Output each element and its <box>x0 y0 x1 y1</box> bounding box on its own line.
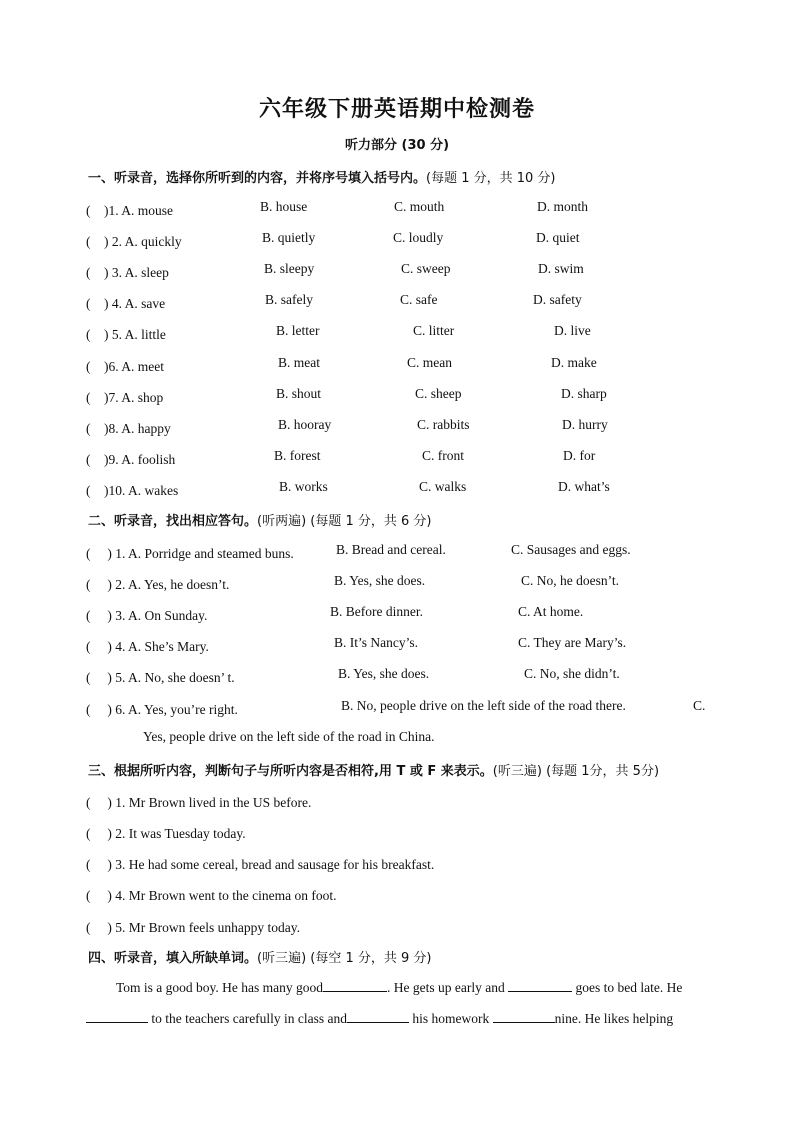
cloze-text-1a: Tom is a good boy. He has many good <box>116 980 324 995</box>
s2-q6-option-c-text: Yes, people drive on the left side of the road in China. <box>143 729 435 744</box>
s1-q3-option-c: C. sweep <box>401 261 451 276</box>
s3-statement-2: ( ) 2. It was Tuesday today. <box>86 826 246 841</box>
s1-q6-option-b: B. meat <box>278 355 320 370</box>
cloze-text-2b: his homework <box>409 1011 493 1026</box>
s1-q8-option-c: C. rabbits <box>417 417 470 432</box>
s2-q6-stem: ( ) 6. A. Yes, you’re right. <box>86 702 238 717</box>
s2-q2-option-c: C. No, he doesn’t. <box>521 573 619 588</box>
section-4-title: 四、听录音，填入所缺单词。 <box>88 951 258 966</box>
s2-q3-stem: ( ) 3. A. On Sunday. <box>86 608 208 623</box>
listening-subtitle: 听力部分 (30 分) <box>344 138 450 153</box>
s1-q1-stem: ( )1. A. mouse <box>86 203 173 218</box>
cloze-line-2 <box>86 1010 706 1027</box>
s1-q5-option-c: C. litter <box>413 323 455 338</box>
s2-q2-stem: ( ) 2. A. Yes, he doesn’t. <box>86 577 230 592</box>
s1-q4-option-d: D. safety <box>533 292 582 307</box>
s1-q2-option-b: B. quietly <box>262 230 316 245</box>
s1-q6-option-c: C. mean <box>407 355 452 370</box>
s2-q6-option-b: B. No, people drive on the left side of the road there. <box>341 698 626 713</box>
s1-q7-option-c: C. sheep <box>415 386 462 401</box>
s1-q9-option-d: D. for <box>563 448 596 463</box>
s1-q6-stem: ( )6. A. meet <box>86 359 164 374</box>
section-1-score: (每题 1 分，共 10 分) <box>426 171 556 186</box>
s2-q5-option-b: B. Yes, she does. <box>338 666 430 681</box>
cloze-blank-5[interactable] <box>493 1010 555 1023</box>
s1-q10-stem: ( )10. A. wakes <box>86 483 179 498</box>
s1-q3-stem: ( ) 3. A. sleep <box>86 265 169 280</box>
cloze-blank-1[interactable] <box>323 979 387 992</box>
s2-q1-option-b: B. Bread and cereal. <box>336 542 446 557</box>
s1-q9-stem: ( )9. A. foolish <box>86 452 176 467</box>
cloze-line-1 <box>116 979 736 996</box>
s1-q4-option-c: C. safe <box>400 292 438 307</box>
s1-q1-option-c: C. mouth <box>394 199 445 214</box>
s1-q7-stem: ( )7. A. shop <box>86 390 164 405</box>
s1-q8-option-b: B. hooray <box>278 417 332 432</box>
s1-q4-option-b: B. safely <box>265 292 313 307</box>
section-2-score: (听两遍) (每题 1 分，共 6 分) <box>257 514 432 529</box>
s3-statement-4: ( ) 4. Mr Brown went to the cinema on foot. <box>86 888 337 903</box>
section-2-heading <box>88 510 432 529</box>
s3-statement-1: ( ) 1. Mr Brown lived in the US before. <box>86 795 312 810</box>
s1-q7-option-b: B. shout <box>276 386 322 401</box>
s1-q3-option-d: D. swim <box>538 261 584 276</box>
s2-q3-option-c: C. At home. <box>518 604 584 619</box>
s1-q1-option-b: B. house <box>260 199 308 214</box>
section-3-score: (听三遍) (每题 1分，共 5分) <box>492 764 660 779</box>
s1-q9-option-b: B. forest <box>274 448 321 463</box>
cloze-text-2c: nine. He likes helping <box>554 1011 674 1026</box>
section-4-heading <box>88 947 432 966</box>
s1-q9-option-c: C. front <box>422 448 464 463</box>
s1-q2-stem: ( ) 2. A. quickly <box>86 234 182 249</box>
s1-q3-option-b: B. sleepy <box>264 261 315 276</box>
s1-q7-option-d: D. sharp <box>561 386 607 401</box>
s1-q10-option-d: D. what’s <box>558 479 610 494</box>
cloze-blank-2[interactable] <box>508 979 572 992</box>
s2-q6-option-c: C. <box>693 698 706 713</box>
section-3-heading <box>88 760 659 779</box>
s1-q10-option-b: B. works <box>279 479 328 494</box>
s1-q8-option-d: D. hurry <box>562 417 608 432</box>
s3-statement-5: ( ) 5. Mr Brown feels unhappy today. <box>86 920 300 935</box>
section-1-heading <box>88 167 556 186</box>
s1-q5-option-b: B. letter <box>276 323 320 338</box>
s2-q4-option-c: C. They are Mary’s. <box>518 635 627 650</box>
section-1-title: 一、听录音，选择你所听到的内容，并将序号填入括号内。 <box>88 171 427 186</box>
page-title: 六年级下册英语期中检测卷 <box>258 97 535 122</box>
s2-q3-option-b: B. Before dinner. <box>330 604 423 619</box>
s1-q1-option-d: D. month <box>537 199 589 214</box>
cloze-blank-3[interactable] <box>86 1010 148 1023</box>
s1-q10-option-c: C. walks <box>419 479 467 494</box>
s2-q2-option-b: B. Yes, she does. <box>334 573 426 588</box>
s2-q1-option-c: C. Sausages and eggs. <box>511 542 631 557</box>
cloze-blank-4[interactable] <box>347 1010 409 1023</box>
s1-q5-stem: ( ) 5. A. little <box>86 327 166 342</box>
s2-q5-stem: ( ) 5. A. No, she doesn’ t. <box>86 670 235 685</box>
s2-q4-option-b: B. It’s Nancy’s. <box>334 635 418 650</box>
s1-q8-stem: ( )8. A. happy <box>86 421 171 436</box>
s1-q4-stem: ( ) 4. A. save <box>86 296 166 311</box>
s1-q2-option-d: D. quiet <box>536 230 580 245</box>
s2-q4-stem: ( ) 4. A. She’s Mary. <box>86 639 209 654</box>
cloze-text-2a: to the teachers carefully in class and <box>148 1011 348 1026</box>
section-4-score: (听三遍) (每空 1 分，共 9 分) <box>257 951 432 966</box>
s1-q2-option-c: C. loudly <box>393 230 444 245</box>
section-3-title: 三、根据所听内容，判断句子与所听内容是否相符,用 T 或 F 来表示。 <box>88 764 493 779</box>
cloze-text-1c: goes to bed late. He <box>572 980 683 995</box>
cloze-text-1b: . He gets up early and <box>387 980 509 995</box>
s3-statement-3: ( ) 3. He had some cereal, bread and sausage for his breakfast. <box>86 857 435 872</box>
section-2-title: 二、听录音，找出相应答句。 <box>88 514 258 529</box>
s2-q1-stem: ( ) 1. A. Porridge and steamed buns. <box>86 546 294 561</box>
s1-q6-option-d: D. make <box>551 355 597 370</box>
s2-q5-option-c: C. No, she didn’t. <box>524 666 620 681</box>
s1-q5-option-d: D. live <box>554 323 591 338</box>
